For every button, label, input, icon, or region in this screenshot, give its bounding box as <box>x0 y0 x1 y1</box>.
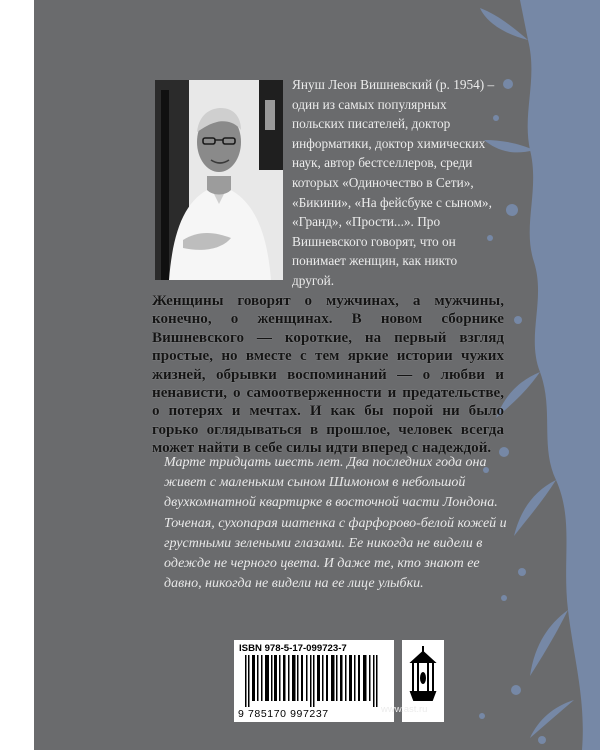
barcode-icon <box>239 655 389 707</box>
isbn-label: ISBN 978-5-17-099723-7 <box>239 643 347 654</box>
back-cover <box>34 0 600 750</box>
ean-digits: 9 785170 997237 <box>238 708 329 720</box>
author-photo <box>155 80 283 280</box>
barcode-panel <box>234 640 394 722</box>
book-excerpt: Марте тридцать шесть лет. Два последних года она живет с маленьким сыном Шимоном в небольшой двухкомнатной квартирке в восточной части Лондона. Точеная, сухопарая шатенка с фарфорово-белой кожей и грустными зелеными глазами. Ее никогда не видели в одежде не черного цвета. И даже те, кто знают ее давно, никогда не видели на ее лице улыбки. <box>164 455 507 592</box>
publisher-website: www.ast.ru <box>381 704 428 715</box>
book-summary: Женщины говорят о мужчинах, а мужчины, конечно, о женщинах. В новом сборнике Вишневского — короткие, на первый взгляд простые, но вместе с тем яркие истории чужих жизней, обрывки воспоминаний — о любви и ненависти, о самоотверженности и предательстве, о потерях и мечтах. И как бы порой ни было горько оглядываться в прошлое, человек всегда может найти в себе силы идти вперед с надеждой. <box>152 293 504 457</box>
author-bio: Януш Леон Вишневский (р. 1954) – один из самых популярных польских писателей, доктор информатики, доктор химических наук, автор бестселлеров, среди которых «Одиночество в Сети», «Бикини», «На фейсбуке с сыном», «Гранд», «Прости...». Про Вишневского говорят, что он понимает женщин, как никто другой. <box>292 77 495 288</box>
